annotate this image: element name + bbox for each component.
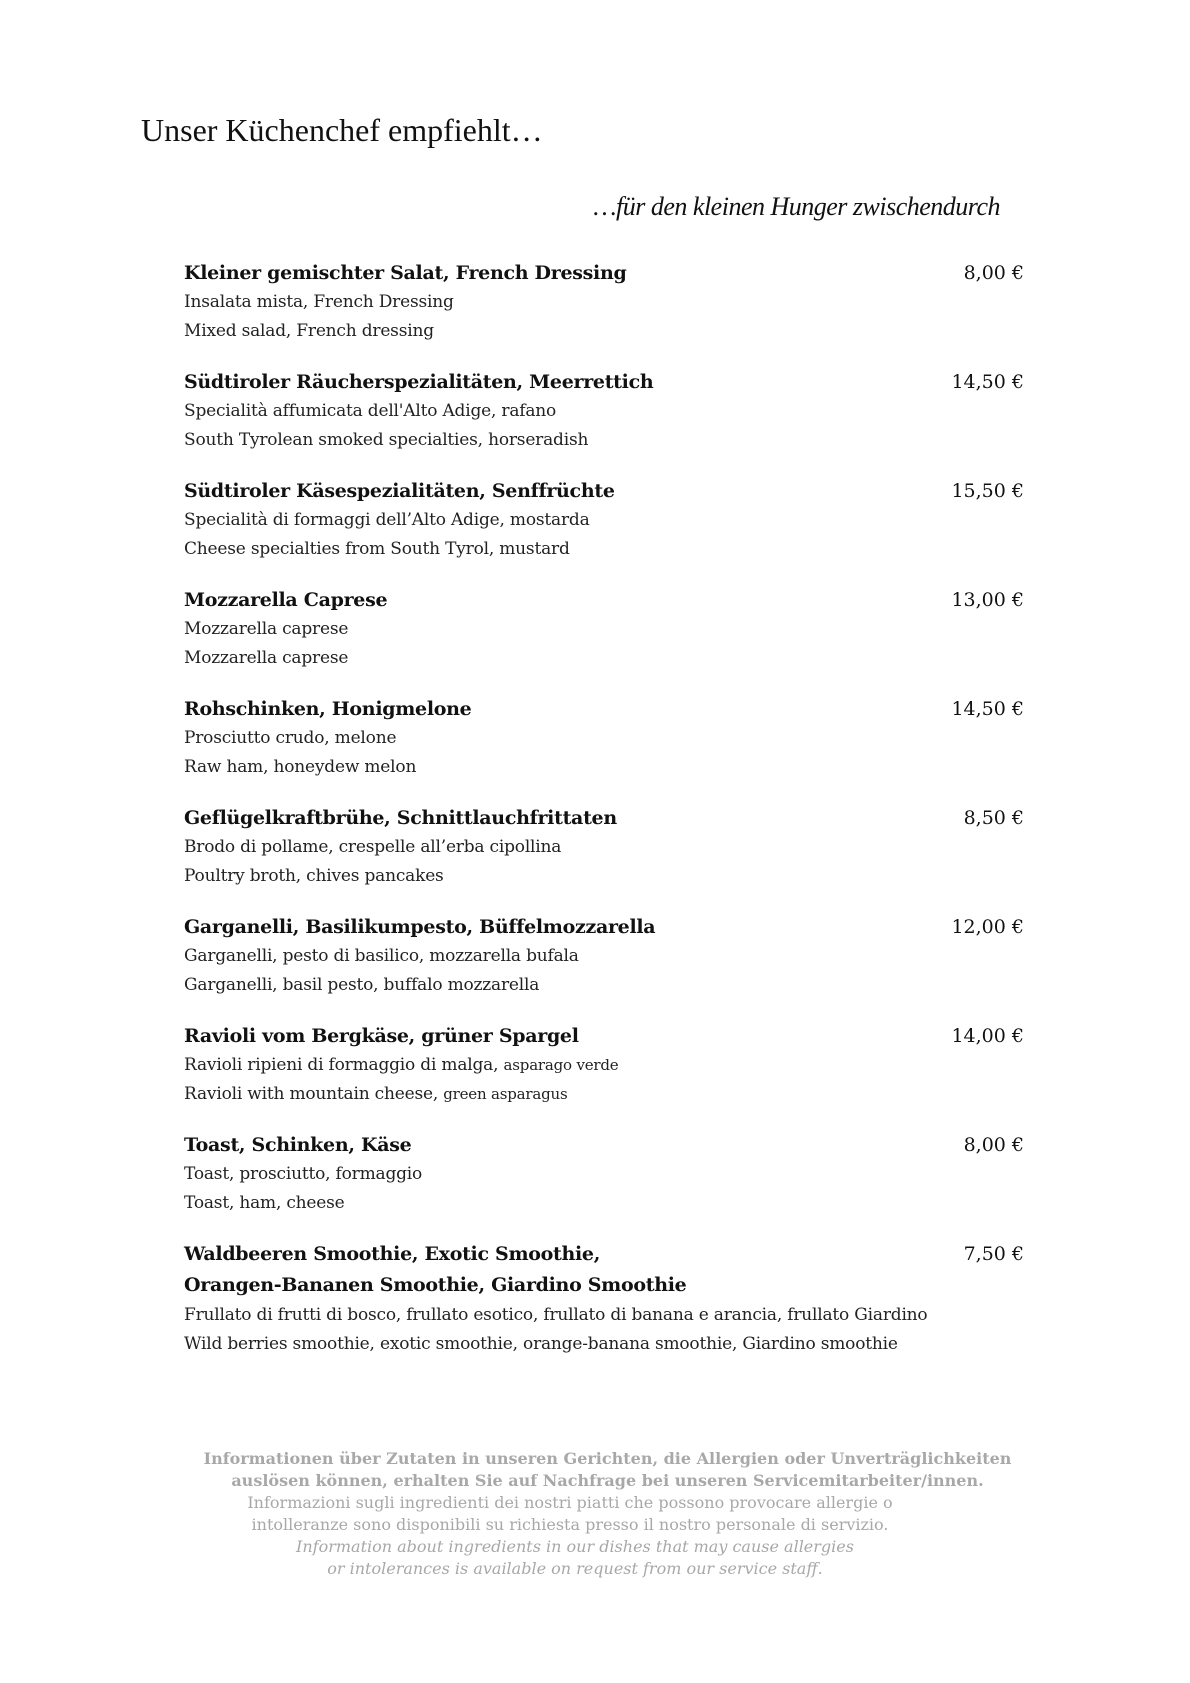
- item-desc-it-small: asparago verde: [503, 1056, 619, 1074]
- item-price: 8,00 €: [963, 262, 1024, 284]
- page-title: Unser Küchenchef empfiehlt…: [141, 112, 543, 148]
- item-name: Ravioli vom Bergkäse, grüner Spargel: [184, 1025, 579, 1047]
- item-desc-en: Cheese specialties from South Tyrol, mustard: [184, 539, 570, 559]
- notice-en-line1: Information about ingredients in our dishes that may cause allergies: [296, 1537, 854, 1556]
- item-name: Waldbeeren Smoothie, Exotic Smoothie,: [184, 1243, 601, 1265]
- item-name: Geflügelkraftbrühe, Schnittlauchfrittaten: [184, 807, 617, 829]
- item-price: 8,00 €: [963, 1134, 1024, 1156]
- item-price: 15,50 €: [951, 480, 1024, 502]
- notice-it-line2: intolleranze sono disponibili su richiesta presso il nostro personale di servizio.: [251, 1515, 889, 1534]
- item-desc-en: South Tyrolean smoked specialties, horseradish: [184, 430, 589, 450]
- item-price: 7,50 €: [963, 1243, 1024, 1265]
- item-price: 14,50 €: [951, 698, 1024, 720]
- item-desc-en: [184, 1080, 1024, 1109]
- item-name: Toast, Schinken, Käse: [184, 1134, 412, 1156]
- menu-item: [184, 912, 1024, 1000]
- item-name: Garganelli, Basilikumpesto, Büffelmozzarella: [184, 916, 656, 938]
- item-desc-it: Brodo di pollame, crespelle all’erba cipollina: [184, 837, 562, 857]
- menu-item: [184, 694, 1024, 782]
- menu-item: [184, 803, 1024, 891]
- item-name: Südtiroler Käsespezialitäten, Senffrüchte: [184, 480, 615, 502]
- item-desc-it-main: Ravioli ripieni di formaggio di malga,: [184, 1055, 499, 1075]
- menu-item: [184, 367, 1024, 455]
- item-desc-en: Garganelli, basil pesto, buffalo mozzarella: [184, 975, 540, 995]
- item-desc-en: Mixed salad, French dressing: [184, 321, 434, 341]
- item-name: Rohschinken, Honigmelone: [184, 698, 472, 720]
- page-subtitle: …für den kleinen Hunger zwischendurch: [593, 192, 1000, 221]
- menu-list: [184, 258, 1024, 1380]
- item-desc-it: Specialità di formaggi dell’Alto Adige, mostarda: [184, 510, 590, 530]
- item-desc-it: [184, 1051, 1024, 1080]
- item-desc-en: Toast, ham, cheese: [184, 1193, 345, 1213]
- item-desc-it: Specialità affumicata dell'Alto Adige, rafano: [184, 401, 557, 421]
- item-desc-it: Mozzarella caprese: [184, 619, 349, 639]
- menu-item: [184, 258, 1024, 346]
- item-desc-en: Raw ham, honeydew melon: [184, 757, 417, 777]
- item-name: Kleiner gemischter Salat, French Dressing: [184, 262, 627, 284]
- menu-item: [184, 1021, 1024, 1109]
- item-desc-it: Toast, prosciutto, formaggio: [184, 1164, 423, 1184]
- notice-en-line2: or intolerances is available on request from our service staff.: [327, 1559, 823, 1578]
- notice-de-line1: Informationen über Zutaten in unseren Gerichten, die Allergien oder Unverträglichkeiten: [203, 1449, 1012, 1468]
- item-desc-en: Mozzarella caprese: [184, 648, 349, 668]
- menu-item: [184, 1130, 1024, 1218]
- notice-de-line2: auslösen können, erhalten Sie auf Nachfrage bei unseren Servicemitarbeiter/innen.: [231, 1471, 984, 1490]
- item-desc-en: Poultry broth, chives pancakes: [184, 866, 444, 886]
- item-desc-en-small: green asparagus: [443, 1085, 568, 1103]
- item-desc-it: Insalata mista, French Dressing: [184, 292, 454, 312]
- item-desc-it: Frullato di frutti di bosco, frullato esotico, frullato di banana e arancia, frullato Giardino: [184, 1305, 928, 1325]
- notice-it-line1: Informazioni sugli ingredienti dei nostri piatti che possono provocare allergie o: [247, 1493, 893, 1512]
- item-price: 14,00 €: [951, 1025, 1024, 1047]
- item-desc-en: Wild berries smoothie, exotic smoothie, orange-banana smoothie, Giardino smoothie: [184, 1334, 898, 1354]
- item-desc-it: Garganelli, pesto di basilico, mozzarella bufala: [184, 946, 579, 966]
- item-name: Mozzarella Caprese: [184, 589, 388, 611]
- item-price: 8,50 €: [963, 807, 1024, 829]
- item-desc-it: Prosciutto crudo, melone: [184, 728, 397, 748]
- item-price: 12,00 €: [951, 916, 1024, 938]
- item-name: Südtiroler Räucherspezialitäten, Meerrettich: [184, 371, 654, 393]
- item-price: 13,00 €: [951, 589, 1024, 611]
- menu-item: [184, 585, 1024, 673]
- menu-item: [184, 1239, 1024, 1359]
- allergen-notice: [0, 1448, 1190, 1580]
- item-desc-en-main: Ravioli with mountain cheese,: [184, 1084, 444, 1104]
- menu-item: [184, 476, 1024, 564]
- item-price: 14,50 €: [951, 371, 1024, 393]
- item-name-line2: Orangen-Bananen Smoothie, Giardino Smoothie: [184, 1274, 687, 1296]
